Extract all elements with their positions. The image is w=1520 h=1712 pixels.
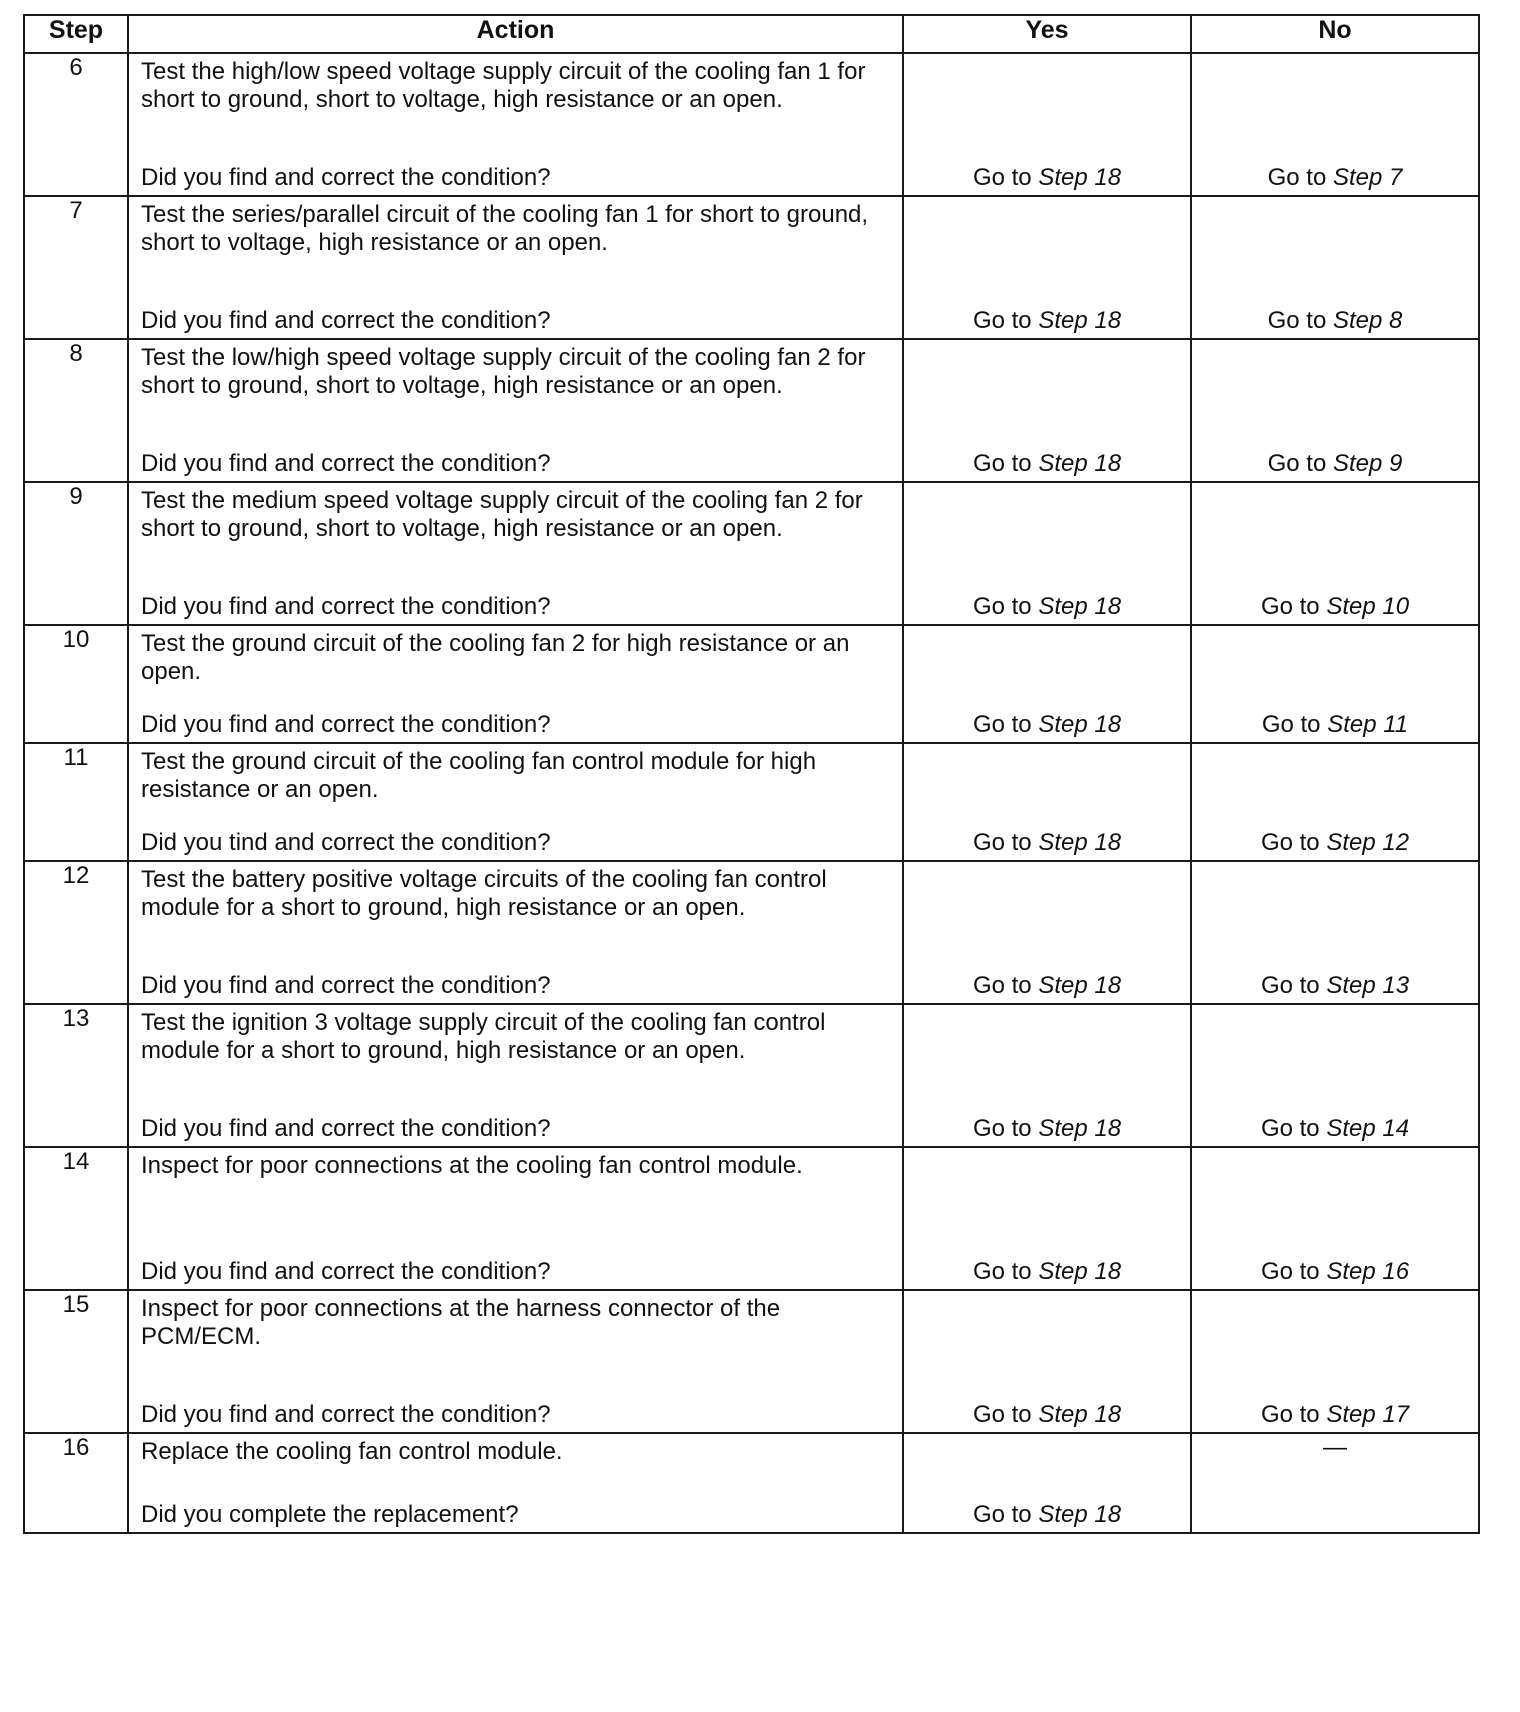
action-cell	[128, 1147, 903, 1290]
no-cell	[1191, 1433, 1479, 1533]
action-text: Test the series/parallel circuit of the cooling fan 1 for short to ground, short to voltage, high resistance or an open.	[141, 201, 869, 256]
action-text: Test the battery positive voltage circuits of the cooling fan control module for a short to ground, high resistance or an open.	[141, 866, 827, 921]
yes-goto	[904, 164, 1190, 192]
action-cell	[128, 625, 903, 743]
action-cell	[128, 1433, 903, 1533]
no-cell	[1191, 53, 1479, 196]
no-step-ref: Step 16	[1326, 1258, 1410, 1285]
action-text: Test the ground circuit of the cooling fan 2 for high resistance or an open.	[141, 630, 850, 685]
table-row	[24, 625, 1479, 743]
no-goto	[1192, 1258, 1478, 1286]
no-cell	[1191, 1290, 1479, 1433]
action-text: Inspect for poor connections at the harness connector of the PCM/ECM.	[141, 1295, 781, 1350]
no-goto	[1192, 593, 1478, 621]
yes-step-ref: Step 18	[1038, 1258, 1122, 1285]
question-text: Did you find and correct the condition?	[141, 972, 551, 999]
action-cell	[128, 196, 903, 339]
action-text: Test the medium speed voltage supply circuit of the cooling fan 2 for short to ground, short to voltage, high resistance or an open.	[141, 487, 863, 542]
step-number: 14	[24, 1147, 128, 1290]
table-row	[24, 1147, 1479, 1290]
no-cell	[1191, 625, 1479, 743]
action-text: Inspect for poor connections at the cooling fan control module.	[141, 1152, 803, 1179]
step-number: 12	[24, 861, 128, 1004]
question-text: Did you complete the replacement?	[141, 1501, 519, 1528]
yes-prefix: Go to	[972, 307, 1039, 334]
yes-step-ref: Step 18	[1038, 972, 1122, 999]
yes-prefix: Go to	[972, 972, 1039, 999]
yes-goto	[904, 711, 1190, 739]
yes-prefix: Go to	[972, 1115, 1039, 1142]
no-goto	[1192, 829, 1478, 857]
question-text: Did you tind and correct the condition?	[141, 829, 551, 856]
yes-step-ref: Step 18	[1038, 1401, 1122, 1428]
no-prefix: Go to	[1260, 1258, 1327, 1285]
action-cell	[128, 1290, 903, 1433]
no-cell	[1191, 1147, 1479, 1290]
action-cell	[128, 1004, 903, 1147]
no-dash: —	[1323, 1434, 1347, 1461]
yes-prefix: Go to	[972, 1401, 1039, 1428]
action-text: Replace the cooling fan control module.	[141, 1438, 563, 1465]
step-number: 15	[24, 1290, 128, 1433]
no-cell	[1191, 196, 1479, 339]
no-prefix: Go to	[1267, 450, 1333, 477]
yes-cell	[903, 1290, 1191, 1433]
no-prefix: Go to	[1260, 1115, 1327, 1142]
no-cell	[1191, 743, 1479, 861]
diagnostic-table	[23, 14, 1480, 1534]
yes-step-ref: Step 18	[1038, 829, 1122, 856]
table-row	[24, 1433, 1479, 1533]
action-cell	[128, 53, 903, 196]
yes-prefix: Go to	[972, 593, 1039, 620]
no-step-ref: Step 10	[1326, 593, 1410, 620]
action-text: Test the high/low speed voltage supply circuit of the cooling fan 1 for short to ground, short to voltage, high resistance or an open.	[141, 58, 866, 113]
header-yes: Yes	[903, 15, 1191, 53]
yes-cell	[903, 1147, 1191, 1290]
no-step-ref: Step 12	[1326, 829, 1410, 856]
no-cell	[1191, 861, 1479, 1004]
yes-goto	[904, 593, 1190, 621]
yes-cell	[903, 196, 1191, 339]
yes-prefix: Go to	[972, 1501, 1039, 1528]
yes-cell	[903, 482, 1191, 625]
yes-step-ref: Step 18	[1038, 307, 1122, 334]
step-number: 7	[24, 196, 128, 339]
action-text: Test the ignition 3 voltage supply circuit of the cooling fan control module for a short to ground, high resistance or an open.	[141, 1009, 826, 1064]
yes-goto	[904, 307, 1190, 335]
yes-step-ref: Step 18	[1038, 711, 1122, 738]
action-cell	[128, 339, 903, 482]
action-cell	[128, 743, 903, 861]
step-number: 8	[24, 339, 128, 482]
no-step-ref: Step 8	[1332, 307, 1403, 334]
yes-prefix: Go to	[972, 711, 1039, 738]
no-goto	[1192, 1115, 1478, 1143]
question-text: Did you find and correct the condition?	[141, 1258, 551, 1285]
no-step-ref: Step 13	[1326, 972, 1410, 999]
no-step-ref: Step 17	[1326, 1401, 1410, 1428]
question-text: Did you find and correct the condition?	[141, 593, 551, 620]
no-prefix: Go to	[1260, 972, 1327, 999]
question-text: Did you find and correct the condition?	[141, 307, 551, 334]
no-prefix: Go to	[1260, 829, 1327, 856]
yes-prefix: Go to	[972, 450, 1039, 477]
no-prefix: Go to	[1261, 711, 1328, 738]
no-step-ref: Step 14	[1326, 1115, 1410, 1142]
yes-cell	[903, 861, 1191, 1004]
action-text: Test the low/high speed voltage supply circuit of the cooling fan 2 for short to ground, short to voltage, high resistance or an open.	[141, 344, 866, 399]
yes-step-ref: Step 18	[1038, 1501, 1122, 1528]
yes-cell	[903, 339, 1191, 482]
yes-cell	[903, 1004, 1191, 1147]
table-row	[24, 1290, 1479, 1433]
yes-cell	[903, 53, 1191, 196]
question-text: Did you find and correct the condition?	[141, 164, 551, 191]
no-prefix: Go to	[1267, 164, 1333, 191]
yes-cell	[903, 625, 1191, 743]
action-cell	[128, 482, 903, 625]
step-number: 9	[24, 482, 128, 625]
no-goto	[1192, 164, 1478, 192]
no-cell	[1191, 482, 1479, 625]
table-row	[24, 743, 1479, 861]
yes-cell	[903, 1433, 1191, 1533]
no-cell	[1191, 339, 1479, 482]
step-number: 11	[24, 743, 128, 861]
no-prefix: Go to	[1260, 593, 1327, 620]
header-no: No	[1191, 15, 1479, 53]
yes-prefix: Go to	[972, 164, 1039, 191]
table-row	[24, 339, 1479, 482]
yes-step-ref: Step 18	[1038, 593, 1122, 620]
yes-goto	[904, 829, 1190, 857]
no-step-ref: Step 9	[1332, 450, 1403, 477]
action-text: Test the ground circuit of the cooling fan control module for high resistance or an open.	[141, 748, 817, 803]
no-prefix: Go to	[1260, 1401, 1327, 1428]
question-text: Did you find and correct the condition?	[141, 1401, 551, 1428]
yes-cell	[903, 743, 1191, 861]
no-goto	[1192, 1401, 1478, 1429]
yes-prefix: Go to	[972, 1258, 1039, 1285]
no-goto	[1192, 711, 1478, 739]
table-row	[24, 196, 1479, 339]
question-text: Did you find and correct the condition?	[141, 450, 551, 477]
action-cell	[128, 861, 903, 1004]
header-action: Action	[128, 15, 903, 53]
yes-goto	[904, 450, 1190, 478]
step-number: 6	[24, 53, 128, 196]
yes-step-ref: Step 18	[1038, 164, 1122, 191]
step-number: 13	[24, 1004, 128, 1147]
step-number: 10	[24, 625, 128, 743]
yes-step-ref: Step 18	[1038, 450, 1122, 477]
no-step-ref: Step 11	[1327, 711, 1409, 738]
no-prefix: Go to	[1267, 307, 1333, 334]
question-text: Did you find and correct the condition?	[141, 711, 551, 738]
yes-goto	[904, 1401, 1190, 1429]
table-row	[24, 482, 1479, 625]
table-header-row	[24, 15, 1479, 53]
step-number: 16	[24, 1433, 128, 1533]
no-cell	[1191, 1004, 1479, 1147]
yes-goto	[904, 1501, 1190, 1529]
table-row	[24, 1004, 1479, 1147]
no-step-ref: Step 7	[1332, 164, 1403, 191]
question-text: Did you find and correct the condition?	[141, 1115, 551, 1142]
table-row	[24, 861, 1479, 1004]
yes-goto	[904, 1115, 1190, 1143]
yes-prefix: Go to	[972, 829, 1039, 856]
no-goto	[1192, 307, 1478, 335]
yes-step-ref: Step 18	[1038, 1115, 1122, 1142]
yes-goto	[904, 972, 1190, 1000]
table-row	[24, 53, 1479, 196]
no-goto	[1192, 972, 1478, 1000]
yes-goto	[904, 1258, 1190, 1286]
no-goto	[1192, 450, 1478, 478]
header-step: Step	[24, 15, 128, 53]
